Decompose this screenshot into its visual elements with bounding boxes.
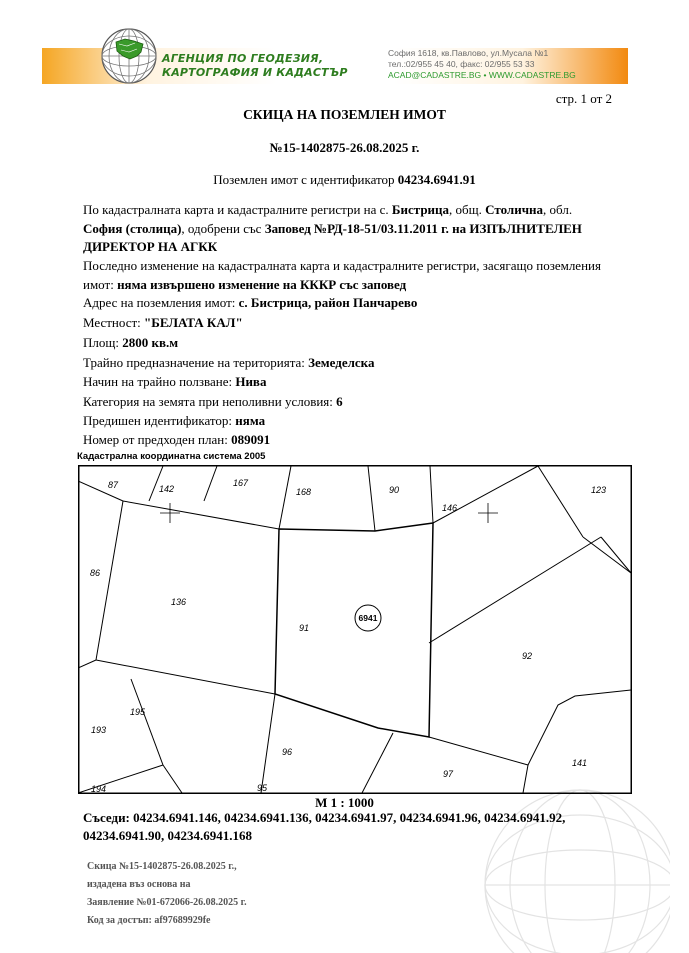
map-frame bbox=[79, 466, 632, 794]
footer-application: Заявление №01-672066-26.08.2025 г. bbox=[87, 897, 247, 908]
subject-parcel-label: 6941 bbox=[358, 613, 378, 623]
document-title: СКИЦА НА ПОЗЕМЛЕН ИМОТ bbox=[243, 107, 446, 122]
boundary-line bbox=[131, 679, 163, 765]
parcel-label: 146 bbox=[442, 503, 458, 513]
boundary-line bbox=[433, 466, 538, 523]
previous-plan-value: 089091 bbox=[231, 432, 271, 447]
parcel-label: 136 bbox=[171, 597, 187, 607]
parcel-label: 91 bbox=[299, 623, 310, 633]
boundary-line bbox=[429, 690, 631, 765]
boundary-line bbox=[78, 660, 96, 668]
boundary-line bbox=[204, 466, 217, 501]
area-line bbox=[83, 334, 628, 353]
neighbors-label: Съседи: bbox=[83, 810, 134, 825]
previous-id-line bbox=[83, 412, 628, 431]
boundary-line bbox=[583, 537, 631, 573]
agency-email-web bbox=[388, 70, 576, 81]
issuance-footer bbox=[87, 858, 247, 930]
identifier-label: Поземлен имот с идентификатор bbox=[213, 172, 398, 187]
neighbors-paragraph bbox=[83, 809, 603, 845]
boundary-line bbox=[96, 501, 123, 660]
category-line bbox=[83, 393, 628, 412]
boundary-line bbox=[430, 466, 433, 523]
parcel-label: 123 bbox=[591, 485, 607, 495]
coordinate-system-label: Кадастрална координатна система 2005 bbox=[77, 451, 266, 462]
sketch-number: №15-1402875-26.08.2025 г. bbox=[269, 140, 420, 155]
parcel-label: 142 bbox=[159, 484, 175, 494]
parcel-label: 90 bbox=[389, 485, 400, 495]
area-value: 2800 кв.м bbox=[122, 335, 179, 350]
previous-plan-label: Номер от предходен план: bbox=[83, 432, 232, 447]
boundary-line bbox=[538, 466, 583, 537]
agency-logo-icon bbox=[99, 26, 159, 86]
agency-name-line1: АГЕНЦИЯ ПО ГЕОДЕЗИЯ, bbox=[162, 52, 324, 65]
approval-paragraph bbox=[83, 201, 628, 257]
agency-name-line2: КАРТОГРАФИЯ И КАДАСТЪР bbox=[162, 66, 348, 79]
boundary-line bbox=[601, 537, 631, 573]
agency-email[interactable]: ACAD@CADASTRE.BG bbox=[388, 70, 482, 80]
approval-text: , обл. bbox=[543, 202, 573, 217]
boundary-line bbox=[96, 660, 275, 694]
footer-sketch-ref: Скица №15-1402875-26.08.2025 г., bbox=[87, 861, 237, 872]
region: София (столица) bbox=[83, 220, 182, 236]
agency-website[interactable]: WWW.CADASTRE.BG bbox=[488, 70, 576, 80]
previous-id-value: няма bbox=[235, 413, 266, 428]
municipality: Столична bbox=[485, 202, 544, 217]
parcel-label: 97 bbox=[443, 769, 454, 779]
identifier-line bbox=[0, 172, 689, 188]
previous-id-label: Предишен идентификатор: bbox=[83, 413, 236, 428]
last-change-value: няма извършено изменение на КККР със заповед bbox=[117, 276, 407, 292]
category-value: 6 bbox=[336, 394, 343, 409]
parcel-label: 86 bbox=[90, 568, 101, 578]
address-line bbox=[83, 294, 628, 313]
usage-line bbox=[83, 373, 628, 392]
locality-value: "БЕЛАТА КАЛ" bbox=[144, 315, 243, 330]
parcel-label: 141 bbox=[572, 758, 588, 768]
purpose-label: Трайно предназначение на територията: bbox=[83, 355, 309, 370]
boundary-line bbox=[362, 733, 393, 793]
cadastral-map bbox=[78, 465, 632, 795]
boundary-line bbox=[163, 765, 182, 793]
page-indicator: стр. 1 от 2 bbox=[555, 91, 612, 106]
footer-access-code: Код за достъп: af97689929fe bbox=[87, 915, 211, 926]
parcel-label: 96 bbox=[282, 747, 293, 757]
category-label: Категория на земята при неполивни условия: bbox=[83, 394, 337, 409]
agency-phone-fax: тел.:02/955 45 40, факс: 02/955 53 33 bbox=[388, 59, 535, 69]
purpose-value: Земеделска bbox=[308, 355, 375, 370]
village: Бистрица bbox=[391, 202, 450, 217]
previous-plan-line bbox=[83, 431, 628, 450]
agency-name bbox=[162, 52, 348, 80]
locality-line bbox=[83, 314, 628, 333]
area-label: Площ: bbox=[83, 335, 123, 350]
agency-address: София 1618, кв.Павлово, ул.Мусала №1 bbox=[388, 48, 549, 58]
identifier-value: 04234.6941.91 bbox=[397, 172, 476, 187]
map-scale: М 1 : 1000 bbox=[315, 795, 374, 810]
approval-order: Заповед №РД-18-51/03.11.2011 г. на ИЗПЪЛНИТЕЛЕН ДИРЕКТОР НА АГКК bbox=[83, 220, 582, 254]
last-change-label: Последно изменение на кадастралната карта и кадастралните регистри, засягащо поземления имот: bbox=[83, 258, 601, 292]
parcel-label: 195 bbox=[130, 707, 146, 717]
usage-value: Нива bbox=[235, 374, 267, 389]
purpose-line bbox=[83, 354, 628, 373]
approval-text: , одобрени със bbox=[181, 220, 265, 236]
boundary-line bbox=[429, 537, 601, 643]
address-value: с. Бистрица, район Панчарево bbox=[238, 295, 418, 310]
parcel-label: 193 bbox=[91, 725, 107, 735]
usage-label: Начин на трайно ползване: bbox=[83, 374, 236, 389]
locality-label: Местност: bbox=[83, 315, 145, 330]
agency-contacts bbox=[388, 48, 576, 81]
boundary-line bbox=[368, 466, 375, 531]
neighbors-list: 04234.6941.146, 04234.6941.136, 04234.6941.97, 04234.6941.96, 04234.6941.92, 04234.6941.90, 04234.6941.168 bbox=[83, 810, 566, 843]
parcel-label: 168 bbox=[296, 487, 312, 497]
boundary-line bbox=[123, 501, 279, 529]
approval-text: , общ. bbox=[449, 202, 486, 217]
parcel-label: 194 bbox=[91, 784, 107, 794]
last-change-paragraph bbox=[83, 257, 628, 294]
parcel-label: 87 bbox=[108, 480, 119, 490]
boundary-line bbox=[261, 694, 275, 793]
contact-separator: • bbox=[481, 70, 489, 80]
address-label: Адрес на поземления имот: bbox=[83, 295, 239, 310]
footer-basis: издадена въз основа на bbox=[87, 879, 191, 890]
parcel-label: 95 bbox=[257, 783, 268, 793]
parcel-label: 167 bbox=[233, 478, 249, 488]
boundary-line bbox=[523, 765, 528, 793]
parcel-label: 92 bbox=[522, 651, 533, 661]
boundary-line bbox=[279, 466, 291, 529]
approval-text: По кадастралната карта и кадастралните регистри на с. bbox=[83, 202, 392, 217]
